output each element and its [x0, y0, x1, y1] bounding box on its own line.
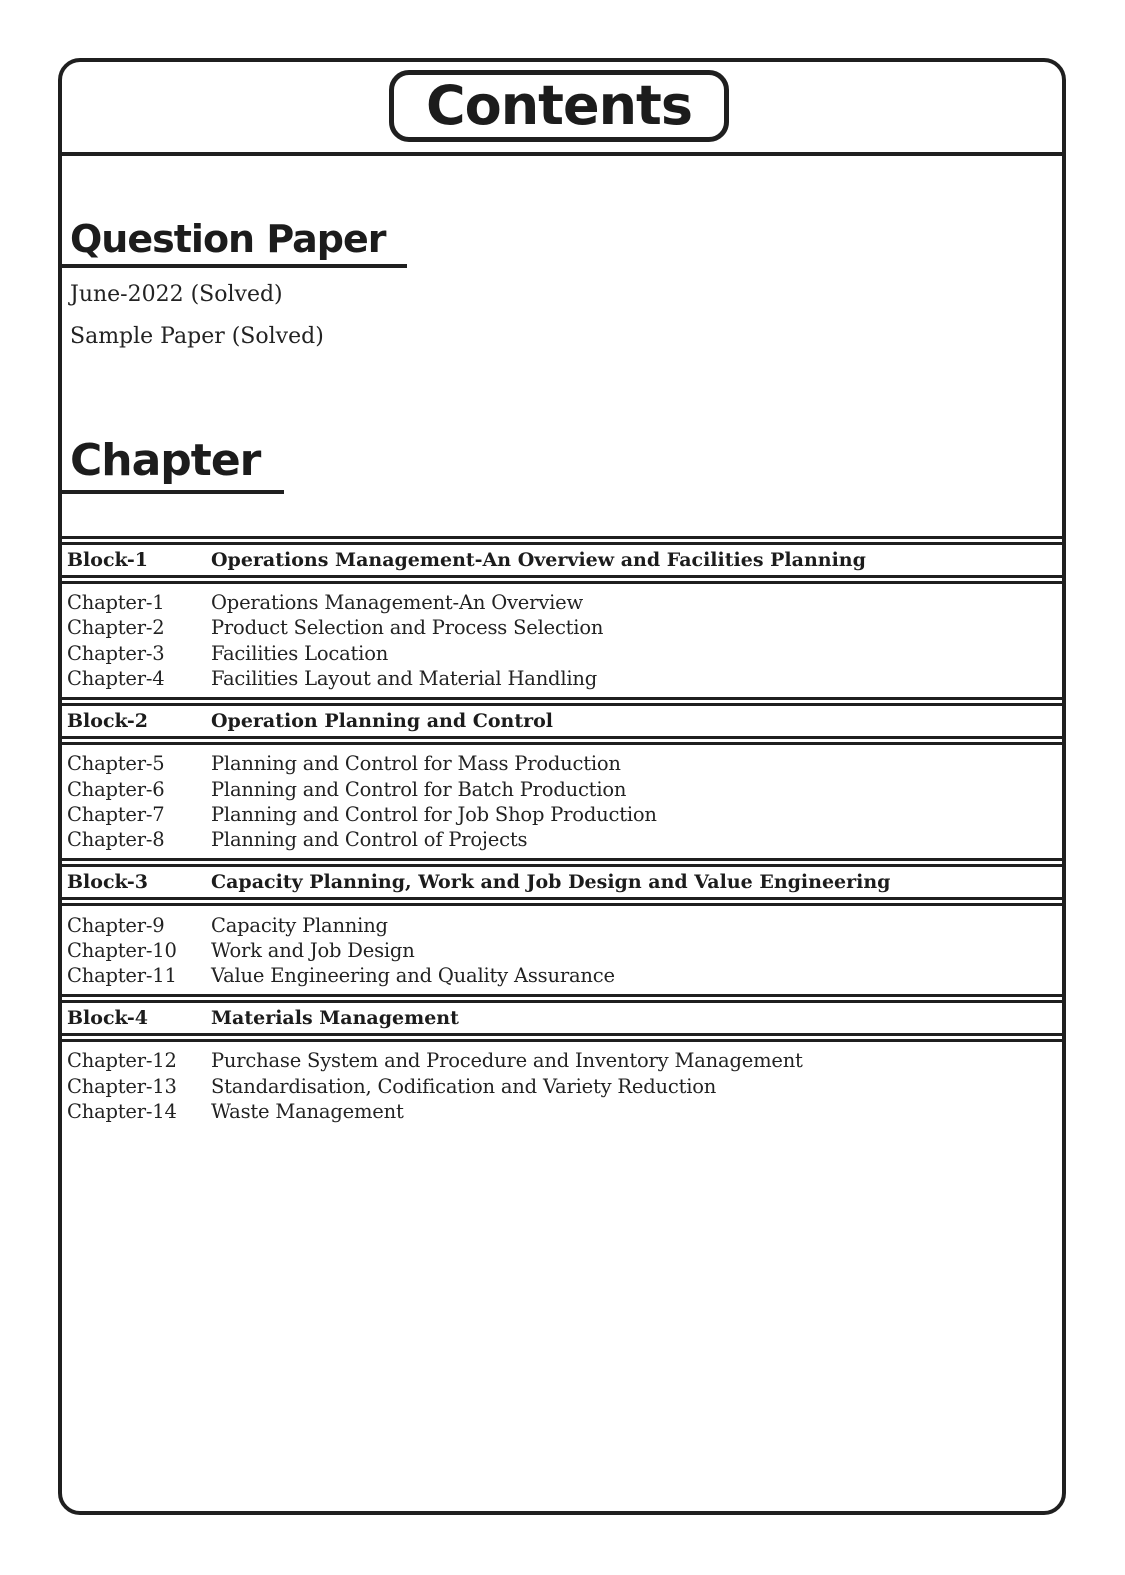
chapter-row[interactable]	[62, 615, 1062, 640]
chapter-title: Planning and Control for Mass Production	[211, 752, 621, 776]
chapter-number: Chapter-6	[67, 777, 165, 801]
chapter-number: Chapter-8	[67, 828, 165, 852]
chapter-list	[62, 1042, 1062, 1130]
chapter-number: Chapter-14	[67, 1100, 177, 1123]
chapter-row[interactable]	[62, 1074, 1062, 1099]
block-number: Block-1	[67, 549, 149, 571]
title-bar	[62, 62, 1062, 156]
block-title: Operation Planning and Control	[211, 710, 554, 733]
chapter-title: Waste Management	[211, 1100, 404, 1123]
chapter-title: Standardisation, Codification and Variety Reduction	[211, 1074, 717, 1098]
chapter-title: Facilities Location	[211, 641, 389, 665]
chapter-title: Value Engineering and Quality Assurance	[211, 964, 615, 988]
divider	[62, 1033, 1062, 1042]
chapter-number: Chapter-12	[67, 1049, 177, 1073]
question-paper-item[interactable]: Sample Paper (Solved)	[70, 324, 324, 349]
chapter-number: Chapter-5	[67, 752, 165, 776]
chapter-row[interactable]	[62, 751, 1062, 776]
chapter-row[interactable]	[62, 963, 1062, 988]
divider	[62, 536, 1062, 545]
chapter-number: Chapter-3	[67, 641, 165, 665]
chapter-row[interactable]	[62, 802, 1062, 827]
chapter-list	[62, 906, 1062, 994]
table-of-contents	[62, 536, 1062, 1130]
block-number: Block-4	[67, 1007, 149, 1030]
chapter-row[interactable]	[62, 912, 1062, 937]
page-frame	[58, 58, 1066, 1515]
chapter-number: Chapter-10	[67, 938, 177, 962]
chapter-title: Work and Job Design	[211, 938, 415, 962]
block-row[interactable]	[62, 545, 1062, 575]
question-paper-item[interactable]: June-2022 (Solved)	[70, 282, 283, 307]
chapter-title: Facilities Layout and Material Handling	[211, 667, 598, 691]
chapter-row[interactable]	[62, 938, 1062, 963]
block-title: Operations Management-An Overview and Facilities Planning	[211, 549, 866, 571]
page-title: Contents	[425, 74, 692, 137]
chapter-list	[62, 584, 1062, 697]
chapter-title: Capacity Planning	[211, 913, 388, 937]
chapter-title: Planning and Control for Batch Production	[211, 777, 627, 801]
block-title: Materials Management	[211, 1007, 459, 1030]
chapter-row[interactable]	[62, 666, 1062, 691]
chapter-title: Product Selection and Process Selection	[211, 616, 604, 640]
chapter-title: Operations Management-An Overview	[211, 591, 583, 615]
block-title: Capacity Planning, Work and Job Design and Value Engineering	[211, 871, 891, 894]
chapter-row[interactable]	[62, 776, 1062, 801]
divider	[62, 697, 1062, 706]
chapter-row[interactable]	[62, 1048, 1062, 1073]
chapter-title: Planning and Control for Job Shop Production	[211, 802, 657, 826]
chapter-row[interactable]	[62, 641, 1062, 666]
divider	[62, 994, 1062, 1003]
divider	[62, 575, 1062, 584]
chapter-number: Chapter-9	[67, 913, 165, 937]
question-paper-heading: Question Paper	[70, 217, 386, 261]
block-row[interactable]	[62, 706, 1062, 736]
divider	[62, 736, 1062, 745]
chapter-number: Chapter-7	[67, 802, 165, 826]
chapter-underline	[62, 490, 284, 494]
block-number: Block-2	[67, 710, 149, 733]
chapter-heading: Chapter	[70, 435, 261, 486]
chapter-row[interactable]	[62, 827, 1062, 852]
chapter-number: Chapter-11	[67, 964, 177, 988]
block-row[interactable]	[62, 1003, 1062, 1033]
divider	[62, 858, 1062, 867]
title-box	[389, 70, 729, 142]
chapter-row[interactable]	[62, 1099, 1062, 1124]
chapter-number: Chapter-4	[67, 667, 165, 691]
chapter-list	[62, 745, 1062, 858]
chapter-number: Chapter-1	[67, 591, 165, 615]
block-number: Block-3	[67, 871, 149, 894]
chapter-number: Chapter-2	[67, 616, 165, 640]
chapter-row[interactable]	[62, 590, 1062, 615]
chapter-title: Purchase System and Procedure and Inventory Management	[211, 1049, 803, 1073]
chapter-title: Planning and Control of Projects	[211, 828, 528, 852]
divider	[62, 897, 1062, 906]
question-paper-underline	[62, 264, 407, 268]
block-row[interactable]	[62, 867, 1062, 897]
chapter-number: Chapter-13	[67, 1074, 177, 1098]
